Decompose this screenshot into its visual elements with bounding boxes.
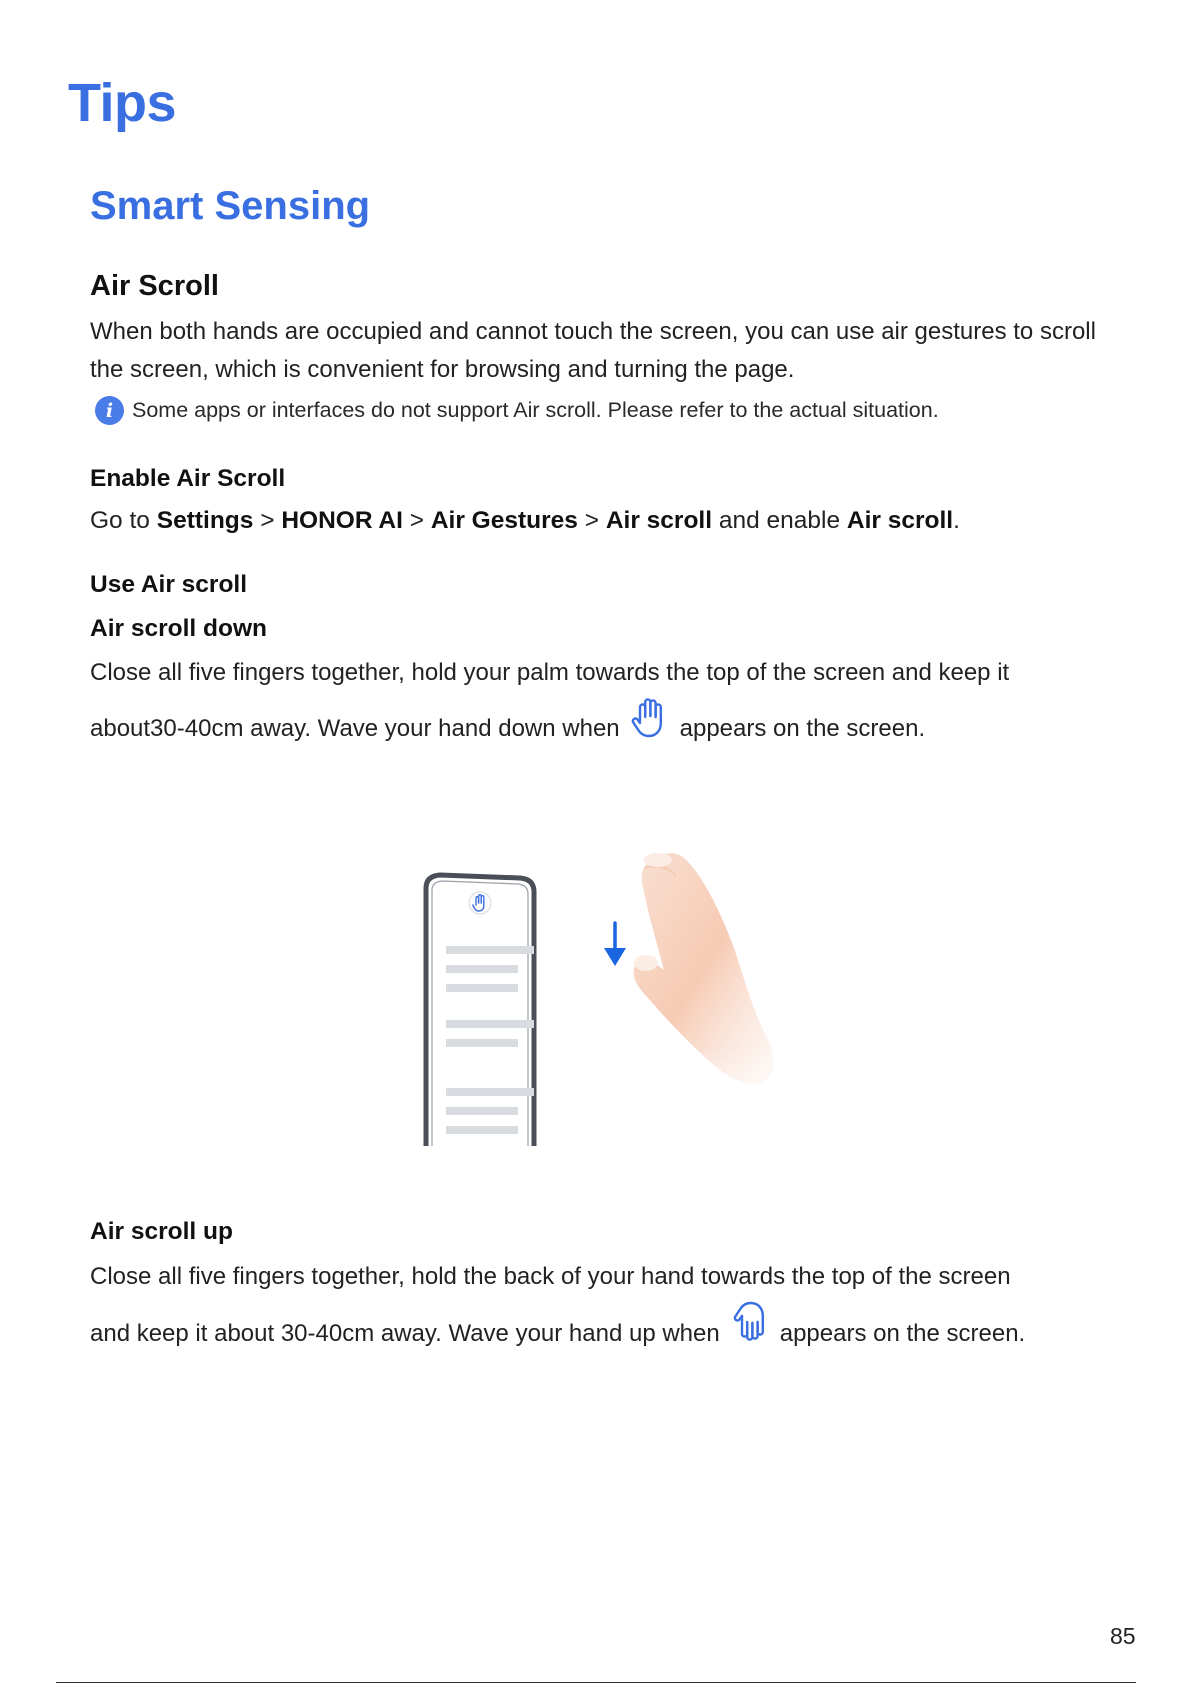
path-honor-ai: HONOR AI bbox=[281, 507, 403, 534]
down-arrow-icon bbox=[604, 923, 626, 966]
scroll-down-line-2 bbox=[90, 701, 925, 745]
path-sep-2: > bbox=[402, 507, 431, 534]
path-period: . bbox=[953, 507, 960, 534]
path-sep-3: > bbox=[577, 507, 606, 534]
footer-rule bbox=[56, 1682, 1136, 1683]
info-icon: i bbox=[95, 396, 124, 425]
scroll-up-line-1: Close all five fingers together, hold the back of your hand towards the top of the screen bbox=[90, 1263, 1011, 1290]
scroll-down-text-pre: about30-40cm away. Wave your hand down when bbox=[90, 715, 620, 742]
scroll-down-line-1: Close all five fingers together, hold your palm towards the top of the screen and keep it bbox=[90, 659, 1010, 686]
page-title: Tips bbox=[68, 73, 177, 133]
scroll-up-line-2 bbox=[90, 1306, 1025, 1350]
scroll-down-text-post: appears on the screen. bbox=[679, 715, 926, 742]
note bbox=[95, 396, 939, 425]
path-go-to: Go to bbox=[90, 507, 157, 534]
use-heading: Use Air scroll bbox=[90, 571, 248, 598]
path-air-scroll: Air scroll bbox=[605, 507, 713, 534]
phone-illustration bbox=[426, 875, 534, 1146]
waving-hand-illustration bbox=[620, 853, 800, 1146]
scroll-up-text-post: appears on the screen. bbox=[779, 1320, 1026, 1347]
path-air-gestures: Air Gestures bbox=[430, 507, 578, 534]
palm-hand-icon bbox=[630, 695, 670, 739]
intro-paragraph: When both hands are occupied and cannot touch the screen, you can use air gestures to scroll the screen, which is convenient for browsing and turning the page. bbox=[90, 318, 1096, 383]
path-settings: Settings bbox=[156, 507, 254, 534]
subsection-title: Air Scroll bbox=[90, 270, 219, 302]
path-sep-1: > bbox=[253, 507, 282, 534]
scroll-up-heading: Air scroll up bbox=[90, 1218, 233, 1245]
scroll-down-heading: Air scroll down bbox=[90, 615, 267, 642]
back-hand-icon bbox=[730, 1300, 770, 1344]
enable-heading: Enable Air Scroll bbox=[90, 465, 286, 492]
settings-path bbox=[90, 507, 960, 535]
note-text: Some apps or interfaces do not support Air scroll. Please refer to the actual situation. bbox=[132, 398, 939, 422]
air-scroll-down-illustration bbox=[420, 848, 800, 1146]
path-and-enable: and enable bbox=[712, 507, 847, 534]
scroll-up-text-pre: and keep it about 30-40cm away. Wave your hand up when bbox=[90, 1320, 720, 1347]
section-title: Smart Sensing bbox=[90, 184, 371, 228]
page-number: 85 bbox=[1110, 1623, 1136, 1649]
path-air-scroll-final: Air scroll bbox=[846, 507, 954, 534]
